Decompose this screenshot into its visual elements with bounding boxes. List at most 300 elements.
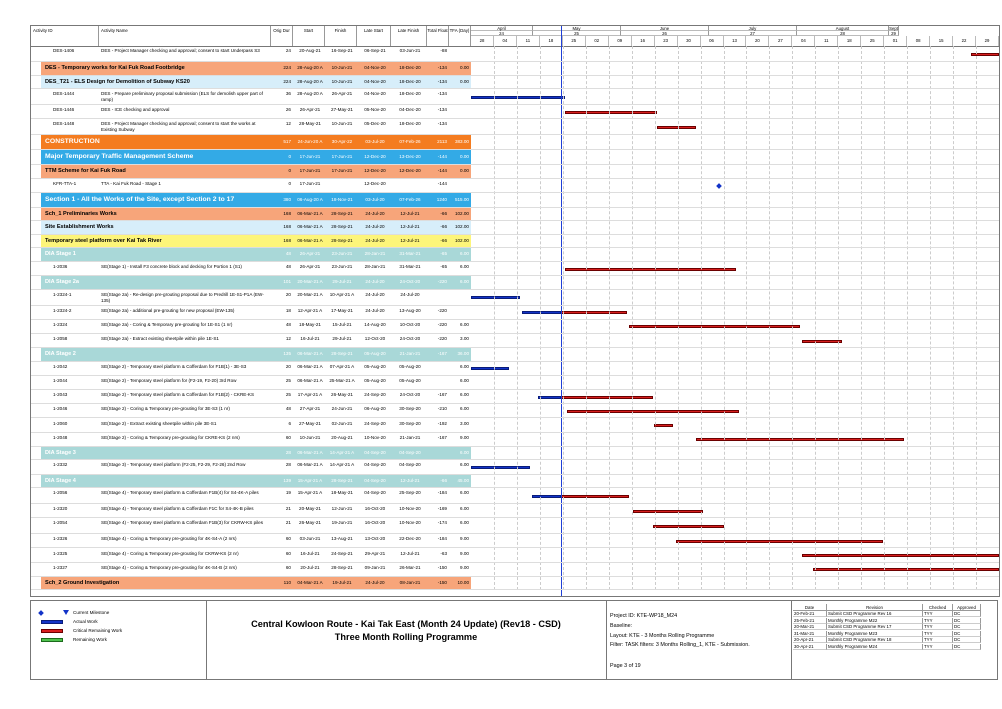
cell-ls: 10-Nov-20 [364, 434, 386, 440]
cell-lf: 18-Dec-20 [399, 65, 421, 70]
task-row[interactable] [31, 119, 999, 135]
remaining-work-swatch [41, 638, 63, 642]
cell-start: 16-Jul-21 [300, 550, 320, 556]
task-row[interactable] [31, 105, 999, 119]
cell-lf: 10-Nov-20 [399, 520, 421, 526]
calendar-week: 06 [701, 36, 724, 46]
calendar-header [471, 26, 999, 46]
cell-name: SE(Stage 2) - Coring & Temporary pre-grouting for CKRE-KS (2 nrs) [101, 434, 240, 440]
task-row[interactable] [31, 404, 999, 418]
cell-tfa [451, 119, 471, 121]
cell-lf: 26-Mar-21 [399, 564, 421, 570]
cell-dur: 36 [285, 91, 291, 96]
cell-start: 06-Mar-21 A [297, 224, 323, 230]
calendar-week: 22 [953, 36, 976, 46]
cell-start: 17-Apr-21 A [297, 392, 323, 398]
cell-ls: 24-Sep-20 [364, 392, 386, 398]
revision-cell: TYY [923, 637, 953, 643]
cell-name: DES - Temporary works for Kai Fuk Road Footbridge [45, 65, 185, 71]
cell-name: Site Establishment Works [45, 224, 114, 231]
cell-finish: 19-Jun-21 [331, 520, 353, 526]
cell-tfa: 9.00 [460, 536, 469, 542]
calendar-period: 29 [889, 31, 899, 36]
cell-finish: 26-Apr-21 [331, 91, 353, 96]
cell-tf: -184 [437, 536, 447, 542]
calendar-week: 30 [678, 36, 701, 46]
group-row[interactable] [31, 475, 999, 489]
cell-ls: 24-Jul-20 [365, 224, 385, 230]
calendar-week: 23 [655, 36, 678, 46]
cell-name: SE(Stage 2a) - Extract existing sheetpile within pile 1E-S1 [101, 336, 219, 341]
calendar-week: 20 [746, 36, 769, 46]
calendar-week: 28 [471, 36, 494, 46]
col-activity-name[interactable]: Activity Name [99, 26, 271, 46]
calendar-week: 11 [815, 36, 838, 46]
cell-ls: 06-Sep-21 [364, 48, 386, 53]
cell-tfa: 6.00 [460, 363, 469, 369]
cell-lf: 18-Dec-20 [399, 121, 421, 127]
calendar-week: 18 [540, 36, 563, 46]
cell-name: TTA - Kai Fuk Road - Stage 1 [101, 180, 161, 186]
cell-ls: 04-Sep-20 [364, 477, 386, 483]
task-row[interactable] [31, 433, 999, 447]
cell-lf: 10-Oct-20 [399, 321, 421, 327]
filter: Filter: TASK filters: 3 Months Rolling_1, KTE - Submission. [610, 642, 750, 648]
cell-start: 24-Jun-20 A [297, 139, 323, 145]
cell-lf: 22-Dec-20 [399, 536, 421, 542]
cell-lf: 24-Jul-20 [400, 291, 420, 297]
cell-id: 1-2056 [53, 490, 68, 496]
group-row[interactable] [31, 208, 999, 222]
cell-ls: 05-Aug-20 [364, 351, 386, 357]
cell-start: 04-Mar-21 A [297, 579, 323, 585]
cell-dur: 25 [285, 377, 291, 383]
calendar-week: 01 [884, 36, 907, 46]
calendar-month: Sept [889, 26, 898, 31]
cell-ls: 13-Oct-20 [364, 536, 386, 542]
cell-name: SE(Stage 1) - Install F3 concrete block and decking for Portion 1 (S1) [101, 263, 242, 269]
diamond-icon [38, 610, 44, 616]
cell-tfa: 6.00 [460, 520, 469, 526]
group-row[interactable] [31, 150, 999, 165]
cell-start: 18-May-21 [299, 321, 321, 327]
cell-tfa: 0.00 [460, 78, 469, 84]
cell-start: 26-Apr-21 [299, 251, 321, 257]
cell-tf: -210 [437, 406, 447, 412]
cell-ls: 28-Jan-21 [364, 263, 386, 269]
cell-name: Temporary steel platform over Kai Tak River [45, 237, 162, 244]
revision-cell: Monthly Programme M23 [827, 631, 923, 637]
cell-name: SE(Stage 2) - Extract existing sheetpile within pile 3E-S1 [101, 420, 217, 426]
revision-cell: DC [953, 644, 981, 650]
cell-tfa: 6.00 [460, 392, 469, 398]
cell-tfa: 0.00 [460, 168, 469, 174]
cell-name: SE(Stage 4) - Coring & Temporary pre-grouting for 4K-S4-B (2 nrs) [101, 564, 237, 570]
cell-finish: 17-Jun-21 [331, 154, 353, 160]
cell-dur: 168 [283, 224, 291, 230]
cell-finish: 24-Sep-21 [331, 550, 353, 556]
task-row[interactable] [31, 290, 999, 306]
revision-header: Revision [827, 604, 923, 611]
group-row[interactable] [31, 76, 999, 90]
cell-tf: -134 [437, 121, 447, 127]
cell-finish: 10-Jun-21 [331, 65, 353, 70]
milestone-triangle-icon [63, 610, 69, 615]
cell-finish: 18-May-21 [331, 490, 353, 496]
revision-cell: TYY [923, 611, 953, 617]
revision-cell: 20-Mar-21 [793, 624, 827, 630]
cell-finish: 29-Jul-21 [332, 336, 352, 341]
cell-start: 28-Aug-20 A [297, 78, 323, 84]
cell-tfa: 6.00 [460, 263, 469, 269]
col-total-float[interactable]: Total Float [427, 26, 449, 46]
cell-lf: 12-Jul-21 [400, 477, 420, 483]
cell-tf: -169 [437, 506, 447, 512]
cell-finish: 07-Apr-21 A [329, 363, 355, 369]
cell-ls: 24-Jul-20 [365, 279, 385, 285]
cell-tfa: 0.00 [460, 65, 469, 70]
schedule-sheet [30, 25, 1000, 597]
cell-name: CONSTRUCTION [45, 138, 100, 146]
cell-ls: 24-Jul-20 [365, 237, 385, 243]
group-row[interactable] [31, 221, 999, 235]
calendar-week: 11 [517, 36, 540, 46]
task-row[interactable] [31, 390, 999, 404]
cell-tf: -88 [440, 48, 447, 53]
group-row[interactable] [31, 135, 999, 150]
cell-tf: 2113 [437, 139, 447, 145]
revision-cell: TYY [923, 618, 953, 624]
task-row[interactable] [31, 334, 999, 348]
cell-tfa: 9.00 [460, 550, 469, 556]
cell-tfa: 6.00 [460, 449, 469, 455]
revision-cell: DC [953, 637, 981, 643]
calendar-week: 13 [724, 36, 747, 46]
cell-ls: 05-Nov-20 [364, 107, 386, 112]
cell-tfa: 6.00 [460, 251, 469, 257]
col-activity-id[interactable]: Activity ID [31, 26, 99, 46]
cell-dur: 224 [283, 65, 291, 70]
group-row[interactable] [31, 193, 999, 208]
calendar-week: 18 [838, 36, 861, 46]
cell-name: SE(Stage 4) - Temporary steel platform & Cofferdam F1C for S4-4K-B piles [101, 506, 254, 512]
cell-finish: 28-Sep-21 [331, 351, 353, 357]
revision-cell: Monthly Programme M24 [827, 644, 923, 650]
cell-tfa: 3.00 [460, 336, 469, 341]
cell-tf: -174 [437, 520, 447, 526]
cell-ls: 04-Sep-20 [364, 462, 386, 468]
cell-name: DIA Stage 2 [45, 351, 76, 358]
cell-lf: 24-Oct-20 [399, 392, 421, 398]
cell-tf: -134 [437, 78, 447, 84]
cell-name: DIA Stage 4 [45, 477, 76, 484]
cell-id: 1-2060 [53, 420, 68, 426]
cell-name: DIA Stage 2a [45, 279, 79, 286]
cell-finish: 28-Sep-21 [331, 237, 353, 243]
cell-id: KFR-TTA-1 [53, 180, 77, 186]
cell-lf: 07-Feb-26 [399, 139, 421, 145]
cell-finish: 14-Apr-21 A [329, 449, 355, 455]
cell-ls: 12-Dec-20 [364, 168, 386, 174]
cell-dur: 60 [285, 564, 291, 570]
cell-finish: 20-Aug-21 [331, 434, 353, 440]
calendar-period: 24 [471, 31, 533, 36]
group-row[interactable] [31, 447, 999, 461]
group-row[interactable] [31, 348, 999, 362]
task-row[interactable] [31, 362, 999, 376]
cell-start: 06-Mar-21 A [297, 210, 323, 216]
cell-ls: 29-Apr-21 [364, 550, 386, 556]
cell-tf: -192 [437, 420, 447, 426]
group-row[interactable] [31, 235, 999, 249]
task-row[interactable] [31, 419, 999, 433]
cell-id: DES-1448 [53, 121, 75, 127]
revision-cell: Submit CSD Programme Rev 18 [827, 637, 923, 643]
cell-tfa [451, 290, 471, 292]
cell-start: 15-Apr-21 A [297, 490, 323, 496]
project-info [606, 601, 792, 679]
cell-id: 1-2324-1 [53, 291, 72, 297]
cell-dur: 224 [283, 78, 291, 84]
cell-lf: 03-Jun-21 [399, 48, 421, 53]
task-row[interactable] [31, 504, 999, 518]
cell-finish: 15-Jul-21 [332, 321, 352, 327]
group-row[interactable] [31, 62, 999, 76]
cell-lf: 10-Nov-20 [399, 506, 421, 512]
cell-finish: 28-Sep-21 [331, 210, 353, 216]
cell-start: 17-Jun-21 [299, 180, 321, 186]
cell-tfa: 10.00 [457, 579, 469, 585]
cell-finish: 19-Jul-21 [332, 579, 352, 585]
cell-tf: -144 [437, 180, 447, 186]
task-row[interactable] [31, 460, 999, 474]
report-title: Central Kowloon Route - Kai Tak East (Month 24 Update) (Rev18 - CSD) [251, 619, 561, 629]
cell-tfa [451, 179, 471, 181]
task-row[interactable] [31, 46, 999, 62]
cell-tfa: 102.00 [454, 224, 469, 230]
task-row[interactable] [31, 518, 999, 534]
calendar-period: 25 [533, 31, 621, 36]
cell-start: 20-Mar-21 A [297, 279, 323, 285]
cell-start: 26-Apr-21 [299, 263, 321, 269]
calendar-week: 27 [769, 36, 792, 46]
cell-tfa: 6.00 [460, 506, 469, 512]
col-finish[interactable]: Finish [325, 26, 357, 46]
cell-name: DES - Project Manager checking and approval; consent to start the works at Existing Subway [101, 121, 256, 133]
cell-name: Sch_2 Ground Investigation [45, 579, 120, 586]
cell-tf: -150 [437, 564, 447, 570]
task-row[interactable] [31, 306, 999, 320]
cell-start: 06-Mar-21 A [297, 377, 323, 383]
cell-tfa: 36.00 [457, 351, 469, 357]
task-row[interactable] [31, 89, 999, 105]
cell-ls: 12-Dec-20 [364, 180, 386, 186]
cell-finish: 16-Sep-21 [331, 48, 353, 53]
cell-tfa: 9.00 [460, 564, 469, 570]
cell-tf [429, 447, 449, 450]
cell-tfa: 6.00 [460, 406, 469, 412]
calendar-period: 28 [797, 31, 889, 36]
legend: Current Milestone Actual Work Critical Remaining Work Remaining Work [31, 601, 207, 679]
task-row[interactable] [31, 549, 999, 563]
cell-start: 03-Jun-21 [299, 536, 321, 542]
cell-finish: 29-Jul-21 [332, 279, 352, 285]
task-row[interactable] [31, 488, 999, 504]
cell-ls: 24-Jul-20 [365, 307, 385, 313]
cell-dur: 20 [285, 291, 291, 297]
cell-ls: 24-Jul-20 [365, 579, 385, 585]
revision-cell: 31-Mar-21 [793, 631, 827, 637]
cell-ls: 24-Jul-20 [365, 210, 385, 216]
cell-name: SE(Stage 2a) - Coring & Temporary pre-grouting for 1E-S1 (1 nr) [101, 321, 233, 327]
task-row[interactable] [31, 179, 999, 193]
cell-finish: 10-Jun-21 [331, 78, 353, 84]
cell-tf: -134 [437, 107, 447, 112]
cell-lf: 18-Dec-20 [399, 78, 421, 84]
cell-start: 20-Aug-21 [299, 48, 321, 53]
calendar-month: July [709, 26, 797, 31]
cell-dur: 139 [283, 477, 291, 483]
group-row[interactable] [31, 577, 999, 591]
cell-dur: 60 [285, 434, 291, 440]
baseline: Baseline: [610, 623, 633, 629]
cell-tf: -220 [437, 307, 447, 313]
group-row[interactable] [31, 248, 999, 262]
col-late-finish[interactable]: Late Finish [391, 26, 427, 46]
cell-start: 20-Jul-21 [300, 564, 320, 570]
revision-cell: DC [953, 611, 981, 617]
cell-tfa: 6.00 [460, 462, 469, 468]
cell-lf: 24-Oct-20 [399, 279, 421, 285]
cell-finish: 18-Nov-21 [331, 196, 353, 202]
task-row[interactable] [31, 320, 999, 334]
cell-lf: 31-Mar-21 [399, 251, 421, 257]
cell-tf: -167 [437, 392, 447, 398]
cell-finish: 25-Mar-21 A [329, 377, 355, 383]
cell-id: 1-2054 [53, 520, 68, 526]
cell-ls: 05-Aug-20 [364, 363, 386, 369]
cell-start: 26-Apr-21 [299, 107, 321, 112]
cell-tf: -150 [437, 579, 447, 585]
cell-lf: 24-Oct-20 [399, 336, 421, 341]
cell-ls: 12-Oct-20 [364, 336, 386, 341]
cell-lf: 04-Sep-20 [399, 449, 421, 455]
cell-id: 1-2058 [53, 336, 68, 341]
cell-finish: 02-Jun-21 [331, 420, 353, 426]
cell-lf: 18-Dec-20 [399, 91, 421, 96]
cell-tf: -66 [440, 210, 447, 216]
cell-dur: 48 [285, 251, 291, 257]
revision-cell: Monthly Programme M22 [827, 618, 923, 624]
cell-ls: 04-Sep-20 [364, 490, 386, 496]
cell-start: 06-Mar-21 A [297, 237, 323, 243]
cell-name: SE(Stage 2) - Temporary steel platform for (F2-19, F2-20) 3rd Row [101, 377, 237, 383]
cell-start: 20-May-21 [299, 506, 321, 512]
cell-ls: 12-Dec-20 [364, 154, 386, 160]
task-row[interactable] [31, 262, 999, 276]
calendar-period: 26 [621, 31, 709, 36]
cell-lf: 31-Mar-21 [399, 263, 421, 269]
calendar-month: August [797, 26, 889, 31]
cell-name: SE(Stage 4) - Coring & Temporary pre-grouting for CKRW-KS (2 nr) [101, 550, 239, 556]
cell-dur: 20 [285, 363, 291, 369]
calendar-week: 25 [563, 36, 586, 46]
cell-dur: 12 [285, 121, 291, 127]
cell-name: DES - Project Manager checking and approval; consent to start Underpass S3 [101, 48, 260, 53]
cell-id: DES-1406 [53, 48, 75, 53]
cell-start: 15-Apr-21 A [297, 477, 323, 483]
cell-tf: -167 [437, 434, 447, 440]
cell-dur: 6 [288, 420, 291, 426]
cell-name: SE(Stage 4) - Temporary steel platform & Cofferdam F1B(4) for S4-4K-A piles [101, 490, 259, 496]
cell-tfa [451, 46, 471, 48]
cell-tf: -134 [437, 65, 447, 70]
task-row[interactable] [31, 563, 999, 577]
cell-start: 06-Mar-21 A [297, 351, 323, 357]
cell-name: DIA Stage 1 [45, 251, 76, 258]
report-subtitle: Three Month Rolling Programme [334, 632, 478, 642]
cell-name: SE(Stage 4) - Coring & Temporary pre-grouting for 4K-S4-A (2 nrs) [101, 536, 237, 542]
cell-start: 06-Mar-21 A [297, 363, 323, 369]
calendar-month: April [471, 26, 533, 31]
cell-finish: 23-Jun-21 [331, 263, 353, 269]
cell-start: 16-Jul-21 [300, 336, 320, 341]
col-tfa[interactable]: TFA (Day) [449, 26, 471, 46]
cell-finish: 17-May-21 [331, 307, 353, 313]
group-row[interactable] [31, 276, 999, 290]
cell-tf [429, 376, 449, 378]
group-row[interactable] [31, 165, 999, 179]
critical-work-swatch [41, 629, 63, 633]
cell-dur: 110 [283, 579, 291, 585]
cell-id: DES-1444 [53, 91, 75, 96]
cell-dur: 0 [288, 168, 291, 174]
col-late-start[interactable]: Late Start [357, 26, 391, 46]
col-orig-dur[interactable]: Orig Dur [271, 26, 293, 46]
col-start[interactable]: Start [293, 26, 325, 46]
cell-dur: 135 [283, 351, 291, 357]
cell-ls: 06-Aug-20 [364, 406, 386, 412]
cell-finish: 17-Jun-21 [331, 168, 353, 174]
calendar-week: 25 [861, 36, 884, 46]
cell-tfa: 6.00 [460, 321, 469, 327]
cell-start: 27-May-21 [299, 420, 321, 426]
cell-lf: 07-Feb-26 [399, 196, 421, 202]
cell-name: DES - Prepare preliminary proposal submission (ELS for demolish upper part of ramp) [101, 91, 263, 102]
task-row[interactable] [31, 376, 999, 390]
cell-tf [429, 362, 449, 364]
cell-dur: 21 [285, 506, 291, 512]
calendar-week: 16 [632, 36, 655, 46]
cell-tf: -65 [440, 263, 447, 269]
revision-cell: TYY [923, 624, 953, 630]
revision-cell: 20-Apr-21 [793, 637, 827, 643]
cell-ls: 05-Aug-20 [364, 377, 386, 383]
cell-lf: 05-Aug-20 [399, 363, 421, 369]
calendar-week: 09 [609, 36, 632, 46]
cell-finish: 10-Jun-21 [331, 121, 353, 127]
revision-cell: TYY [923, 644, 953, 650]
task-row[interactable] [31, 534, 999, 548]
cell-ls: 24-Sep-20 [364, 420, 386, 426]
calendar-week: 29 [976, 36, 999, 46]
cell-id: 1-2043 [53, 392, 68, 398]
cell-finish: 28-Sep-21 [331, 564, 353, 570]
cell-ls: 04-Sep-20 [364, 449, 386, 455]
cell-lf: 12-Jul-21 [400, 224, 420, 230]
cell-tf [429, 290, 449, 292]
cell-name: SE(Stage 2a) - Re-design pre-grouting proposal due to Predrill 1E-S1-P1A (EW-135) [101, 291, 264, 303]
